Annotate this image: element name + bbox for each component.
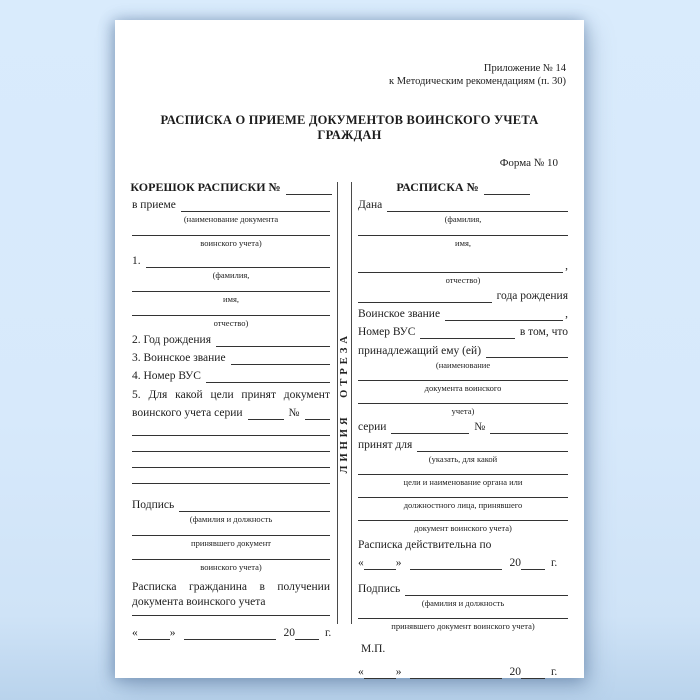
annex-note-line1: Приложение № 14 (483, 63, 566, 74)
form-body (115, 180, 584, 679)
stub-series-label: воинского учета серии (132, 407, 243, 419)
year-suffix: г. (325, 627, 332, 639)
caption: (указать, для какой (428, 454, 498, 464)
open-quote: « (132, 627, 138, 639)
blank-line (132, 467, 330, 468)
stub-heading-label: КОРЕШОК РАСПИСКИ № (130, 180, 281, 194)
number-sign: № (288, 407, 300, 419)
receipt-series-label: серии (358, 421, 387, 433)
stub-date-row (132, 626, 330, 640)
blank-line (358, 380, 568, 381)
caption: (фамилия, (444, 214, 482, 224)
year-prefix: 20 (509, 557, 521, 569)
receipt-vus-blank (420, 325, 514, 339)
caption: (фамилия и должность (189, 514, 273, 524)
stub-item1-label: 1. (132, 255, 141, 267)
stub-signature-blank (179, 498, 330, 512)
blank-line (358, 235, 568, 236)
stub-item5-line1: 5. Для какой цели принят документ (132, 389, 330, 401)
blank-line (132, 435, 330, 436)
receipt-signature-row (358, 582, 568, 596)
stub-fio-blank (146, 254, 330, 268)
blank-line (132, 235, 330, 236)
birthyear-suffix: года рождения (496, 290, 568, 302)
caption: воинского учета) (200, 562, 262, 572)
caption: отчество) (213, 318, 249, 328)
stub-birth-row (132, 333, 330, 347)
receipt-belong-row (358, 344, 568, 358)
year-suffix: г. (551, 557, 558, 569)
receipt-rank-blank (445, 307, 563, 321)
receipt-rank-row (358, 307, 568, 321)
receipt-given-blank (387, 198, 568, 212)
close-quote: » (395, 666, 402, 678)
year-prefix: 20 (283, 627, 295, 639)
receipt-given-label: Дана (358, 199, 383, 211)
blank-line (358, 474, 568, 475)
blank-line (132, 315, 330, 316)
caption: воинского учета) (200, 238, 262, 248)
stub-series-blank (248, 406, 284, 420)
caption: имя, (223, 294, 239, 304)
receipt-signature-label: Подпись (358, 583, 401, 595)
document-page (115, 20, 584, 678)
receipt-docnumber-blank (490, 420, 568, 434)
cut-line-label: ЛИНИЯ ОТРЕЗА (339, 332, 350, 474)
receipt-vus-suffix: в том, что (519, 326, 568, 338)
stub-signature-row (132, 498, 330, 512)
stub-vus-row (132, 369, 330, 383)
stub-signature-label: Подпись (132, 499, 175, 511)
stub-birth-blank (216, 333, 330, 347)
stub-accept-blank (181, 198, 330, 212)
caption: учета) (451, 406, 475, 416)
annex-note (115, 62, 566, 88)
open-quote: « (358, 557, 364, 569)
number-sign: № (474, 421, 486, 433)
stub-accept-label: в приеме (132, 199, 176, 211)
receipt-series-row (358, 420, 568, 434)
stub-receipt-note: Расписка гражданина в получении документа воинского учета (132, 581, 330, 608)
year-suffix: г. (551, 666, 558, 678)
date-month-blank (184, 626, 276, 640)
receipt-vus-row (358, 325, 568, 339)
receipt-purpose-label: принят для (358, 439, 413, 451)
caption: документа воинского (424, 383, 502, 393)
seal-label: М.П. (361, 643, 386, 655)
annex-note-line2: к Методическим рекомендациям (п. 30) (389, 76, 566, 87)
stub-rank-blank (231, 351, 330, 365)
form-number: Форма № 10 (499, 157, 558, 169)
stub-item2-label: 2. Год рождения (132, 334, 211, 346)
blank-line (358, 497, 568, 498)
blank-line (358, 618, 568, 619)
stub-item5-line2 (132, 406, 330, 420)
open-quote: « (358, 666, 364, 678)
receipt-column (358, 180, 568, 679)
date-year-blank (521, 556, 545, 570)
receipt-belong-blank (486, 344, 568, 358)
date-day-blank (364, 665, 396, 679)
receipt-purpose-row (358, 438, 568, 452)
stub-accept-row (132, 198, 330, 212)
receipt-heading (358, 180, 568, 195)
stub-docnumber-blank (305, 406, 331, 420)
caption: (наименование документа (183, 214, 279, 224)
caption: цели и наименование органа или (403, 477, 523, 487)
stub-item3-label: 3. Воинское звание (132, 352, 226, 364)
receipt-heading-label: РАСПИСКА № (396, 180, 479, 194)
caption: (наименование (435, 360, 491, 370)
receipt-given-row (358, 198, 568, 212)
date-month-blank (410, 665, 502, 679)
cut-line (337, 182, 352, 624)
caption: принявшего документ (191, 538, 271, 548)
blank-line (132, 291, 330, 292)
close-quote: » (395, 557, 402, 569)
stub-column (132, 180, 330, 640)
close-quote: » (169, 627, 176, 639)
caption: (фамилия и должность (421, 598, 505, 608)
trailing-comma: , (565, 308, 568, 320)
blank-line-with-comma (358, 259, 568, 273)
blank-line (358, 259, 563, 273)
blank-line (358, 520, 568, 521)
receipt-vus-label: Номер ВУС (358, 326, 416, 338)
caption: отчество) (445, 275, 481, 285)
stub-number-blank (286, 181, 332, 195)
receipt-number-blank (484, 181, 530, 195)
receipt-signature-blank (405, 582, 568, 596)
blank-line (132, 451, 330, 452)
stub-vus-blank (206, 369, 330, 383)
year-prefix: 20 (509, 666, 521, 678)
receipt-series-blank (391, 420, 469, 434)
receipt-valid-date-row (358, 556, 568, 570)
date-year-blank (521, 665, 545, 679)
caption: принявшего документ воинского учета) (391, 621, 535, 631)
blank-line (132, 559, 330, 560)
stub-item4-label: 4. Номер ВУС (132, 370, 201, 382)
receipt-rank-label: Воинское звание (358, 308, 441, 320)
caption: документ воинского учета) (414, 523, 512, 533)
receipt-purpose-blank (417, 438, 568, 452)
caption: должностного лица, принявшего (403, 500, 523, 510)
date-day-blank (138, 626, 170, 640)
receipt-birthyear-row (358, 289, 568, 303)
stub-rank-row (132, 351, 330, 365)
receipt-belong-label: принадлежащий ему (ей) (358, 345, 482, 357)
blank-line (132, 535, 330, 536)
blank-line (132, 615, 330, 616)
stub-fio-row (132, 254, 330, 268)
receipt-valid-label: Расписка действительна по (358, 539, 492, 551)
caption: (фамилия, (212, 270, 250, 280)
caption: имя, (455, 238, 471, 248)
trailing-comma: , (565, 260, 568, 272)
date-month-blank (410, 556, 502, 570)
stub-heading (132, 180, 330, 195)
form-title: РАСПИСКА О ПРИЕМЕ ДОКУМЕНТОВ ВОИНСКОГО УЧЕТА ГРАЖДАН (160, 113, 539, 142)
receipt-date-row (358, 665, 568, 679)
blank-line (358, 403, 568, 404)
date-day-blank (364, 556, 396, 570)
blank-line (132, 483, 330, 484)
date-year-blank (295, 626, 319, 640)
birthyear-blank (358, 289, 492, 303)
